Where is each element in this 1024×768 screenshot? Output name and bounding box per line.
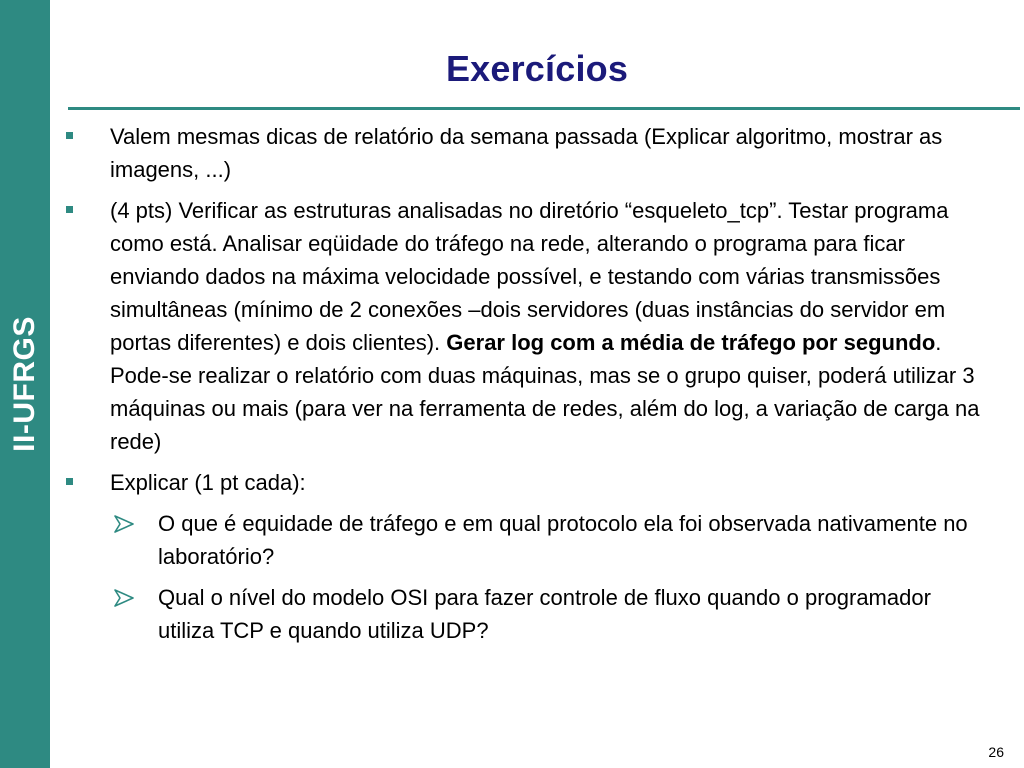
bullet-text-intro: (4 pts) Verificar as estruturas analisadas no diretório “esqueleto_tcp”. Testar programa como está. Analisar eqüidade do tráfego na rede, alterando o programa para ficar enviando dados na máxima velocidade possível, e testando com várias transmissões simultâneas (mínimo de 2 conexões –dois servidores (duas instâncias do servidor em portas diferentes) e dois clientes).	[110, 198, 949, 355]
bullet-item	[62, 120, 992, 186]
slide-content	[62, 120, 992, 655]
bullet-text-emphasis: Gerar log com a média de tráfego por segundo	[446, 330, 936, 355]
sub-bullet-item	[62, 507, 992, 573]
sub-bullet-item	[62, 581, 992, 647]
sub-bullet-text: Qual o nível do modelo OSI para fazer controle de fluxo quando o programador utiliza TCP e quando utiliza UDP?	[158, 585, 931, 643]
page-number: 26	[988, 744, 1004, 760]
square-bullet-icon	[66, 132, 73, 139]
arrow-bullet-icon	[114, 589, 134, 607]
sidebar-label: II-UFRGS	[8, 316, 41, 452]
arrow-bullet-icon	[114, 515, 134, 533]
bullet-text: Valem mesmas dicas de relatório da semana passada (Explicar algoritmo, mostrar as imagens, ...)	[110, 124, 943, 182]
bullet-item	[62, 194, 992, 458]
bullet-text-rest: . Pode-se realizar o relatório com duas máquinas, mas se o grupo quiser, poderá utilizar 3 máquinas ou mais (para ver na ferramenta de redes, além do log, a variação de carga na rede)	[110, 330, 980, 454]
square-bullet-icon	[66, 206, 73, 213]
bullet-text: Explicar (1 pt cada):	[110, 470, 306, 495]
slide-title: Exercícios	[445, 48, 629, 89]
bullet-item	[62, 466, 992, 499]
title-divider	[68, 107, 1020, 110]
square-bullet-icon	[66, 478, 73, 485]
sub-bullet-text: O que é equidade de tráfego e em qual protocolo ela foi observada nativamente no laboratório?	[158, 511, 968, 569]
sidebar-band	[0, 0, 50, 768]
